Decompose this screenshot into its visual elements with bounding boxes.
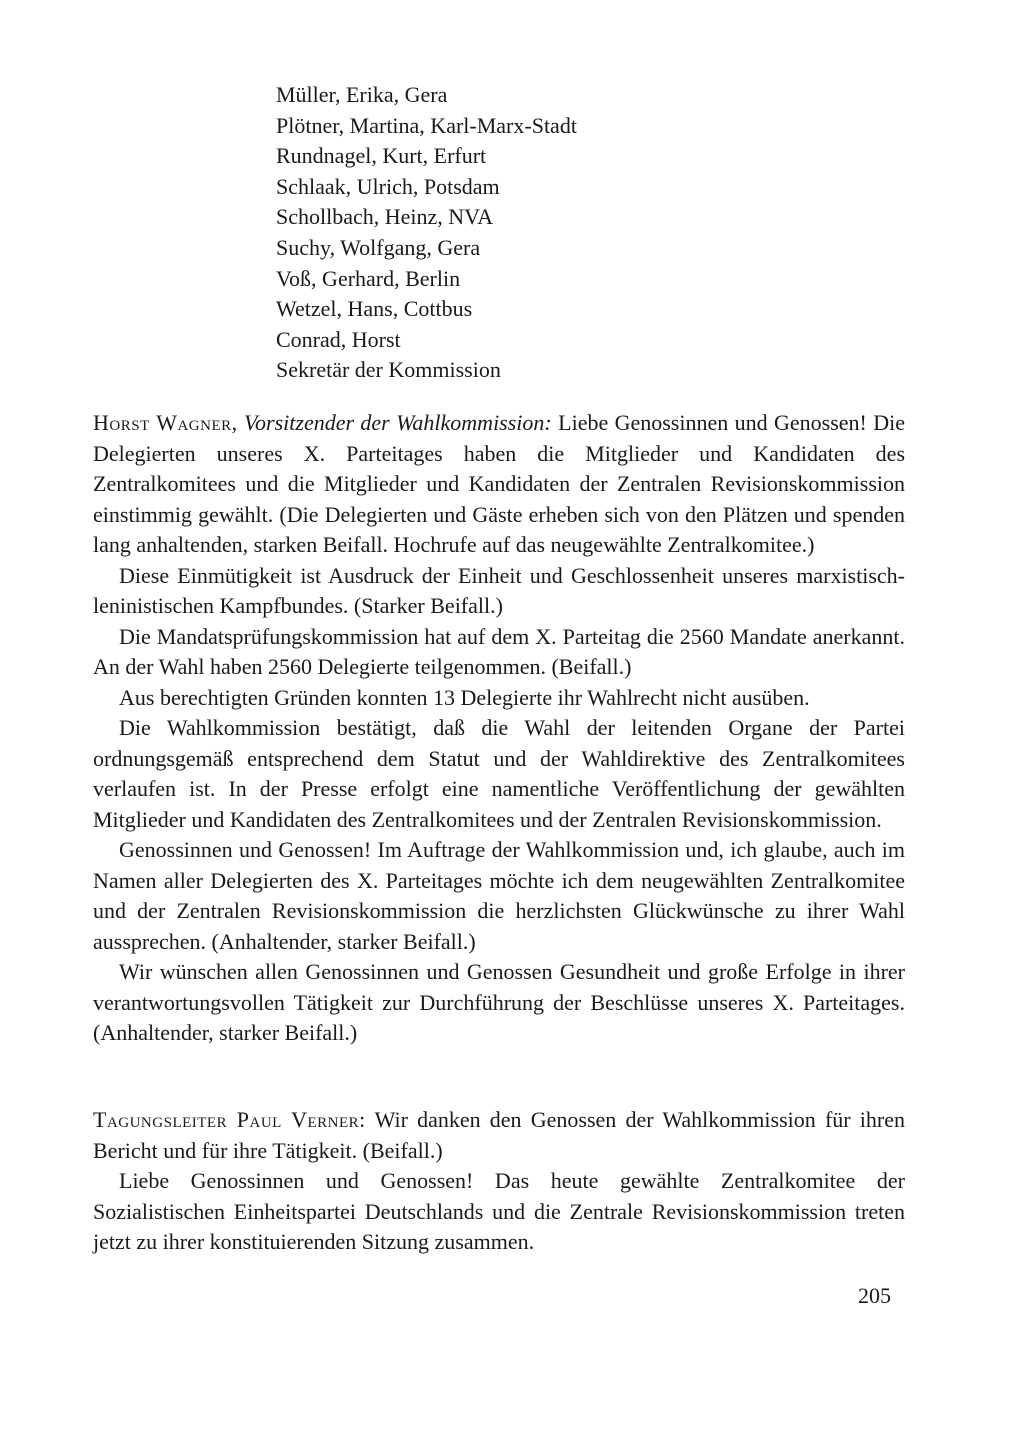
list-item: Sekretär der Kommission xyxy=(276,357,501,383)
paragraph xyxy=(93,683,905,714)
paragraph xyxy=(93,835,905,957)
list-item: Schlaak, Ulrich, Potsdam xyxy=(276,173,500,199)
list-item: Conrad, Horst xyxy=(276,326,401,352)
speaker-name: Tagungsleiter Paul Verner: xyxy=(93,1107,366,1132)
list-item: Müller, Erika, Gera xyxy=(276,82,448,107)
paragraph-text: Liebe Genossinnen und Genossen! Die Delegierten unseres X. Parteitages haben die Mitglieder und Kandidaten des Zentralkomitees und die Mitglieder und Kandidaten der Zentralen Revisionskommission einstimmig gewählt. (Die Delegierten und Gäste erheben sich von den Plätzen und spenden lang anhaltenden, starken Beifall. Hochrufe auf das neugewählte Zentralkomitee.) xyxy=(93,410,906,557)
speech-verner xyxy=(93,1105,905,1258)
paragraph-text: Wir wünschen allen Genossinnen und Genossen Gesundheit und große Erfolge in ihrer verantwortungsvollen Tätigkeit zur Durchführung der Beschlüsse unseres X. Parteitages. (Anhaltender, starker Beifall.) xyxy=(93,959,905,1045)
paragraph-text: Wir danken den Genossen der Wahlkommission für ihren Bericht und für ihre Tätigkeit. (Beifall.) xyxy=(93,1107,905,1163)
paragraph-text: Liebe Genossinnen und Genossen! Das heute gewählte Zentralkomitee der Sozialistischen Einheitspartei Deutschlands und die Zentrale Revisionskommission treten jetzt zu ihrer konstituierenden Sitzung zusammen. xyxy=(93,1168,905,1254)
commission-member-list xyxy=(276,80,577,386)
speaker-role: Vorsitzender der Wahlkommission: xyxy=(244,410,552,435)
paragraph-text: Aus berechtigten Gründen konnten 13 Delegierte ihr Wahlrecht nicht ausüben. xyxy=(119,684,810,710)
speech-opening-paragraph xyxy=(93,1105,905,1166)
speech-wagner xyxy=(93,408,905,1049)
paragraph-text: Genossinnen und Genossen! Im Auftrage der Wahlkommission und, ich glaube, auch im Namen aller Delegierten des X. Parteitages möchte ich dem neugewählten Zentralkomitee und der Zentralen Revisionskommission die herzlichsten Glückwünsche zu ihrer Wahl aussprechen. (Anhaltender, starker Beifall.) xyxy=(93,837,905,954)
paragraph xyxy=(93,1166,905,1258)
list-item: Schollbach, Heinz, NVA xyxy=(276,204,494,230)
speech-opening-paragraph xyxy=(93,408,905,561)
paragraph xyxy=(93,957,905,1049)
paragraph xyxy=(93,561,905,622)
page-number: 205 xyxy=(858,1283,891,1308)
speaker-name: Horst Wagner, xyxy=(93,410,238,435)
list-item: Plötner, Martina, Karl-Marx-Stadt xyxy=(276,112,577,138)
paragraph-text: Diese Einmütigkeit ist Ausdruck der Einheit und Geschlossenheit unseres marxistisch-leninistischen Kampfbundes. (Starker Beifall.) xyxy=(93,562,905,618)
paragraph-text: Die Wahlkommission bestätigt, daß die Wahl der leitenden Organe der Partei ordnungsgemäß entsprechend dem Statut und der Wahldirektive des Zentralkomitees verlaufen ist. In der Presse erfolgt eine namentliche Veröffentlichung der gewählten Mitglieder und Kandidaten des Zentralkomitees und der Zentralen Revisionskommission. xyxy=(93,715,905,832)
list-item: Rundnagel, Kurt, Erfurt xyxy=(276,143,487,169)
list-item: Wetzel, Hans, Cottbus xyxy=(276,296,473,322)
paragraph xyxy=(93,713,905,835)
list-item: Suchy, Wolfgang, Gera xyxy=(276,234,481,260)
paragraph xyxy=(93,622,905,683)
list-item: Voß, Gerhard, Berlin xyxy=(276,265,461,291)
paragraph-text: Die Mandatsprüfungskommission hat auf dem X. Parteitag die 2560 Mandate anerkannt. An der Wahl haben 2560 Delegierte teilgenommen. (Beifall.) xyxy=(93,623,905,679)
